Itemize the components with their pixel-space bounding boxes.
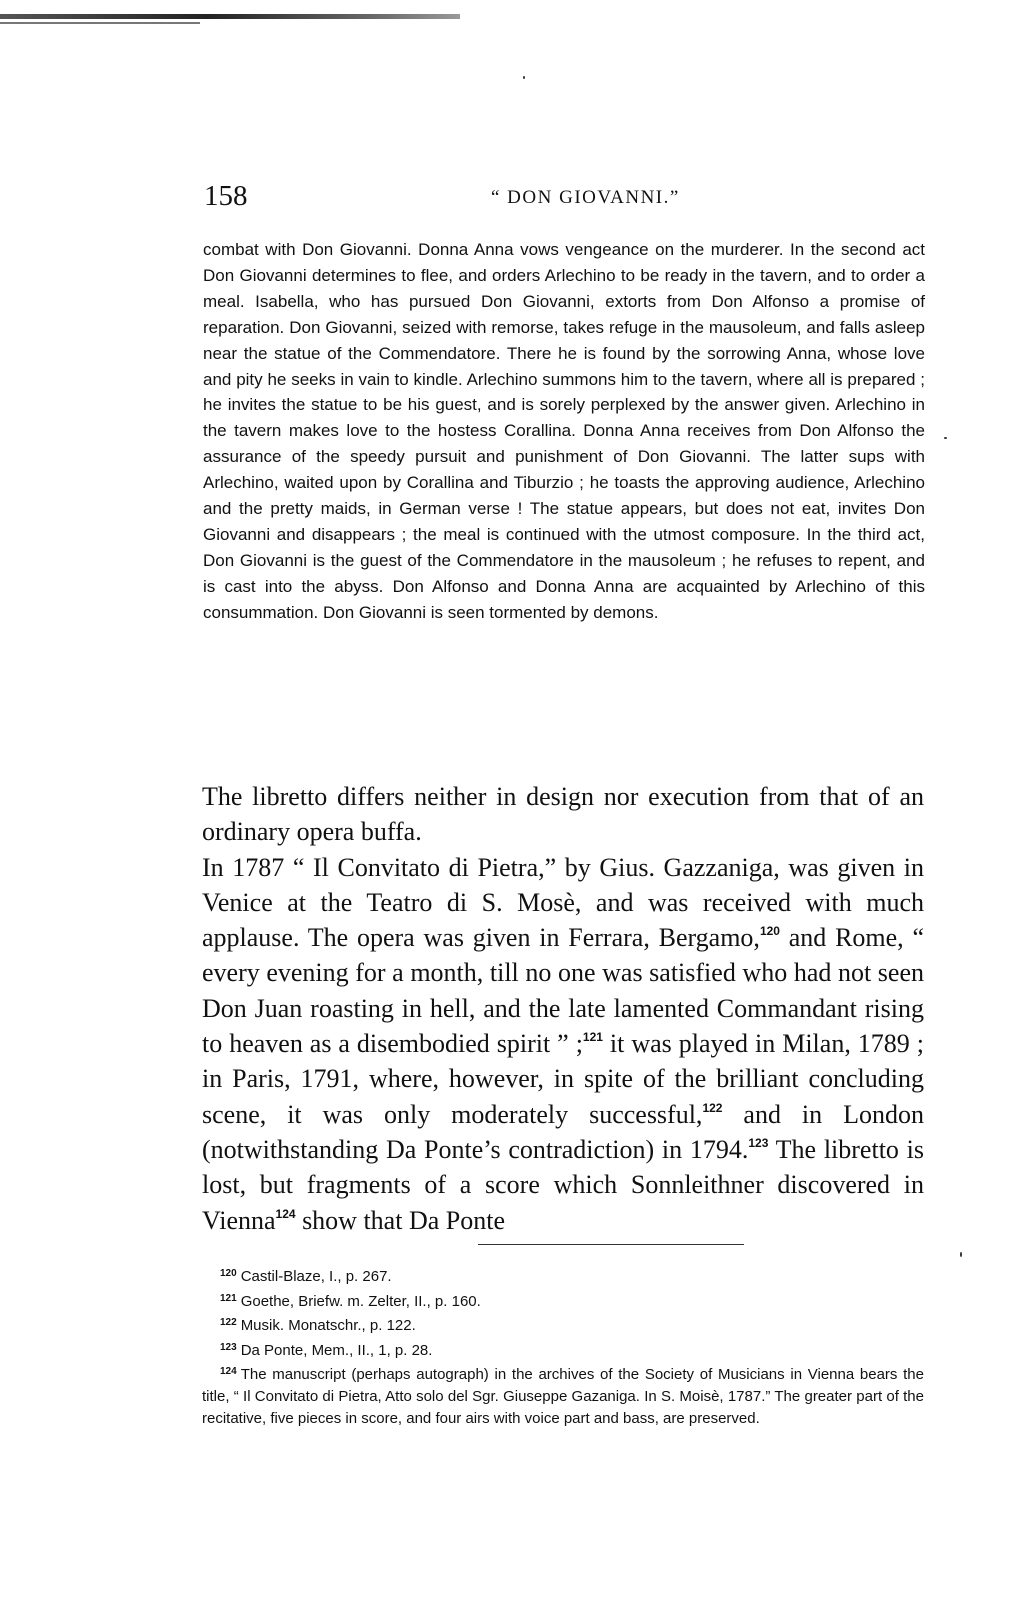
paragraph-2-part-b: and Rome, “ every evening for a month, till no one was satisfied who had not seen Don Juan roasting in hell, and the late lamented Commandant rising to heaven as a disembodied spirit ” ;	[202, 923, 924, 1059]
scan-speck	[523, 76, 525, 79]
paragraph-2-part-c: it was played in Milan, 1789 ; in Paris, 1791, where, however, in spite of the brilliant concluding scene, it was only moderately successful,	[202, 1029, 924, 1129]
footnote-marker: 121	[220, 1292, 237, 1304]
footnote-text: The manuscript (perhaps autograph) in the archives of the Society of Musicians in Vienna bears the title, “ Il Convitato di Pietra, Atto solo del Sgr. Giuseppe Gazaniga. In S. Moisè, 1787.” The greater part of the recitative, five pieces in score, and four airs with voice part and bass, are preserved.	[202, 1366, 924, 1427]
footnote-marker: 124	[220, 1366, 237, 1378]
footnote-marker: 123	[220, 1341, 237, 1353]
footnotes	[202, 1263, 924, 1429]
footnote-text: Castil-Blaze, I., p. 267.	[240, 1268, 392, 1285]
footnote-120	[202, 1263, 924, 1288]
scan-speck	[944, 437, 947, 439]
footnote-text: Goethe, Briefw. m. Zelter, II., p. 160.	[240, 1292, 481, 1310]
paragraph-2-part-e: The libretto is lost, but fragments of a score which Sonnleithner discovered in Vienna	[202, 1134, 924, 1235]
plot-summary: combat with Don Giovanni. Donna Anna vows vengeance on the murderer. In the second act Don Giovanni determines to flee, and orders Arlechino to be ready in the tavern, and to order a meal. Isabella, who has pursued Don Giovanni, extorts from Don Alfonso a promise of reparation. Don Giovanni, seized with remorse, takes refuge in the mausoleum, and falls asleep near the statue of the Commendatore. There he is found by the sorrowing Anna, whose love and pity he seeks in vain to kindle. Arlechino summons him to the tavern, where all is prepared ; he invites the statue to be his guest, and is sorely perplexed by the answer given. Arlechino in the tavern makes love to the hostess Corallina. Donna Anna receives from Don Alfonso the assurance of the speedy pursuit and punishment of Don Giovanni. The latter sups with Arlechino, waited upon by Corallina and Tiburzio ; he toasts the approving audience, Arlechino and the pretty maids, in German verse ! The statue appears, but does not eat, invites Don Giovanni and disappears ; the meal is continued with the utmost composure. In the third act, Don Giovanni is the guest of the Commendatore in the mausoleum ; he refuses to repent, and is cast into the abyss. Don Alfonso and Donna Anna are acquainted by Arlechino of this consummation. Don Giovanni is seen tormented by demons.	[203, 240, 925, 622]
footnote-ref-121[interactable]: 121	[582, 1030, 603, 1045]
footnote-123	[202, 1337, 924, 1362]
scan-speck	[960, 1252, 962, 1257]
footnote-ref-120[interactable]: 120	[759, 924, 780, 939]
paragraph-2-part-d: and in London (notwithstanding Da Ponte’s contradiction) in 1794.	[202, 1099, 924, 1164]
page-number: 158	[204, 180, 248, 212]
footnote-ref-122[interactable]: 122	[702, 1100, 723, 1115]
paragraph-2-part-f: show that Da Ponte	[295, 1205, 505, 1235]
footnote-text: Musik. Monatschr., p. 122.	[240, 1317, 416, 1335]
footnote-divider	[478, 1244, 744, 1245]
paragraph-2-part-a: In 1787 “ Il Convitato di Pietra,” by Gius. Gazzaniga, was given in Venice at the Teatro di S. Mosè, and was received with much applause. The opera was given in Ferrara, Bergamo,	[202, 852, 924, 953]
scan-artifact-rule	[0, 14, 460, 19]
footnote-marker: 122	[220, 1317, 237, 1329]
running-title: “ DON GIOVANNI.”	[491, 187, 680, 208]
footnote-ref-123[interactable]: 123	[748, 1135, 769, 1150]
footnote-marker: 120	[220, 1268, 237, 1279]
footnote-124	[202, 1361, 924, 1429]
page-header	[204, 180, 924, 220]
paragraph-2	[202, 850, 924, 1238]
footnote-122	[202, 1312, 924, 1337]
scan-artifact-rule-secondary	[0, 22, 200, 24]
footnote-ref-124[interactable]: 124	[275, 1206, 296, 1221]
footnote-121	[202, 1288, 924, 1313]
paragraph-1: The libretto differs neither in design nor execution from that of an ordinary opera buffa.	[202, 782, 924, 847]
footnote-text: Da Ponte, Mem., II., 1, p. 28.	[240, 1341, 433, 1359]
main-text	[202, 779, 924, 1238]
